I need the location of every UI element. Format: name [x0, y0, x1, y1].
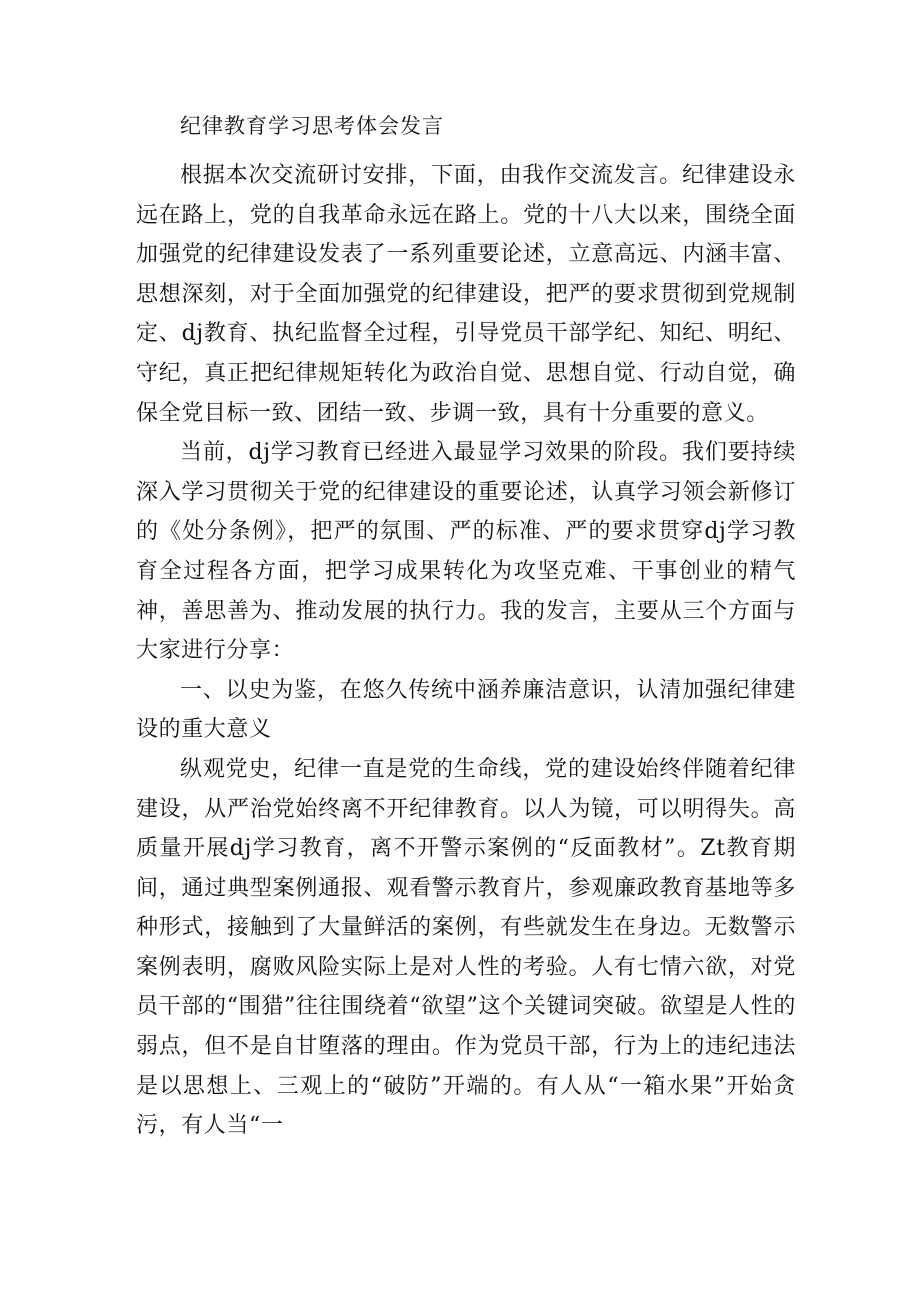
paragraph-party-history: 纵观党史，纪律一直是党的生命线，党的建设始终伴随着纪律建设，从严治党始终离不开纪律教育。以人为镜，可以明得失。高质量开展dj学习教育，离不开警示案例的“反面教材”。Zt教育期间，通过典型案例通报、观看警示教育片，参观廉政教育基地等多种形式，接触到了大量鲜活的案例，有些就发生在身边。无数警示案例表明，腐败风险实际上是对人性的考验。人有七情六欲，对党员干部的“围猎”往往围绕着“欲望”这个关键词突破。欲望是人性的弱点，但不是自甘堕落的理由。作为党员干部，行为上的违纪违法是以思想上、三观上的“破防”开端的。有人从“一箱水果”开始贪污，有人当“一: [136, 756, 796, 1139]
document-title: 纪律教育学习思考体会发言: [180, 114, 444, 138]
paragraph-intro: 根据本次交流研讨安排，下面，由我作交流发言。纪律建设永远在路上，党的自我革命永远在路上。党的十八大以来，围绕全面加强党的纪律建设发表了一系列重要论述，立意高远、内涵丰富、思想深刻，对于全面加强党的纪律建设，把严的要求贯彻到党规制定、dj教育、执纪监督全过程，引导党员干部学纪、知纪、明纪、守纪，真正把纪律规矩转化为政治自觉、思想自觉、行动自觉，确保全党目标一致、团结一致、步调一致，具有十分重要的意义。: [136, 163, 796, 426]
paragraph-current-stage: 当前，dj学习教育已经进入最显学习效果的阶段。我们要持续深入学习贯彻关于党的纪律建设的重要论述，认真学习领会新修订的《处分条例》，把严的氛围、严的标准、严的要求贯穿dj学习教育全过程各方面，把学习成果转化为攻坚克难、干事创业的精气神，善思善为、推动发展的执行力。我的发言，主要从三个方面与大家进行分享：: [136, 440, 796, 664]
section-heading-1: 一、以史为鉴，在悠久传统中涵养廉洁意识，认清加强纪律建设的重大意义: [136, 677, 796, 743]
document-page: [136, 108, 796, 1146]
